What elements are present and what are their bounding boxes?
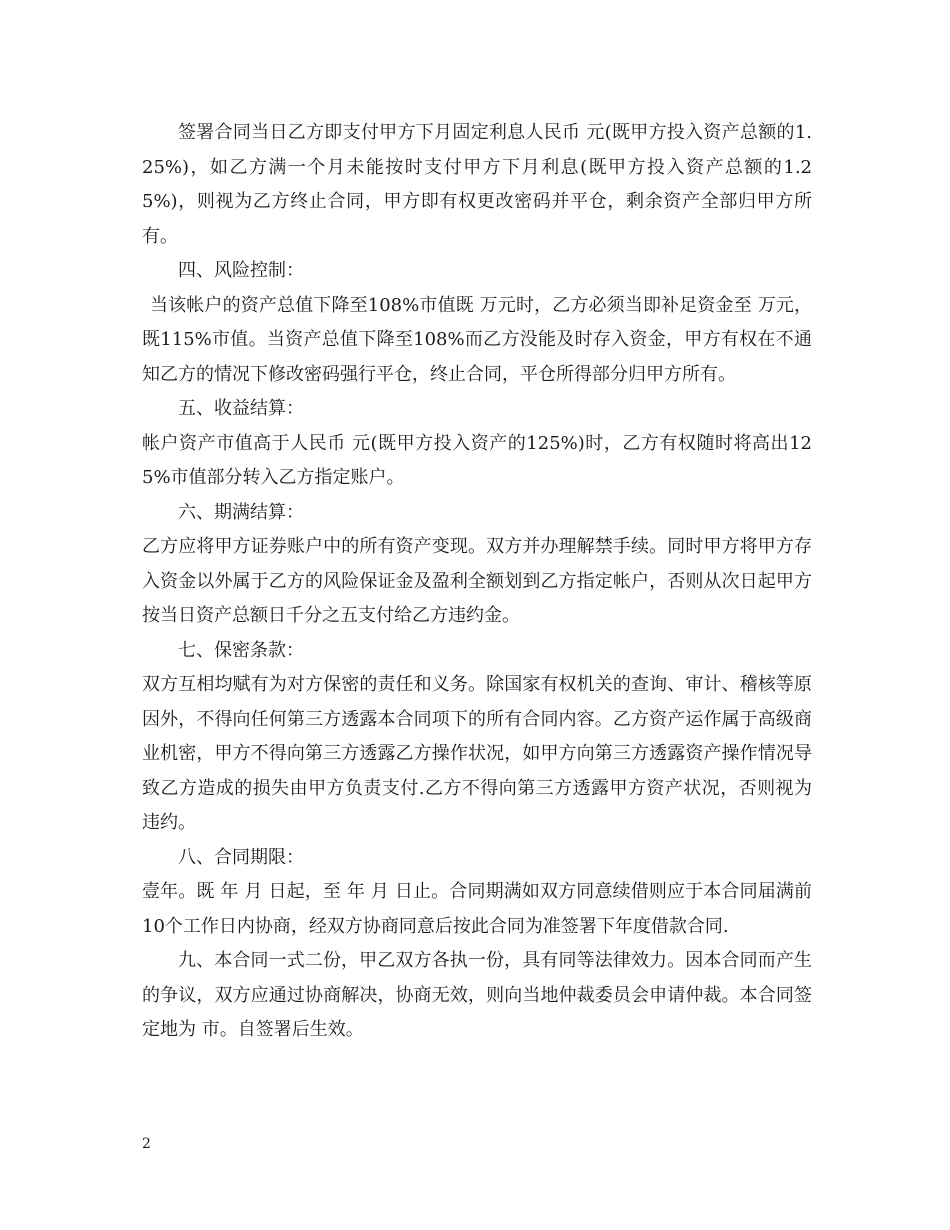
section-heading-risk-control: 四、风险控制： xyxy=(178,260,304,281)
paragraph-maturity-settlement: 乙方应将甲方证券账户中的所有资产变现。双方并办理解禁手续。同时甲方将甲方存入资金以外属于乙方的风险保证金及盈利全额划到乙方指定帐户，否则从次日起甲方按当日资产总额日千分之五支付给乙方违约金。 xyxy=(142,536,812,626)
paragraph-risk-control: 当该帐户的资产总值下降至108%市值既 万元时，乙方必须当即补足资金至 万元，既115%市值。当资产总值下降至108%而乙方没能及时存入资金，甲方有权在不通知乙方的情况下修改密码强行平仓，终止合同，平仓所得部分归甲方所有。 xyxy=(142,294,812,385)
page-number: 2 xyxy=(142,1136,151,1152)
paragraph-profit-settlement: 帐户资产市值高于人民币 元(既甲方投入资产的125%)时，乙方有权随时将高出125%市值部分转入乙方指定账户。 xyxy=(142,432,812,488)
section-heading-confidentiality: 七、保密条款： xyxy=(178,639,304,661)
paragraph-confidentiality: 双方互相均赋有为对方保密的责任和义务。除国家有权机关的查询、审计、稽核等原因外，不得向任何第三方透露本合同项下的所有合同内容。乙方资产运作属于高级商业机密，甲方不得向第三方透露乙方操作状况，如甲方向第三方透露资产操作情况导致乙方造成的损失由甲方负责支付.乙方不得向第三方透露甲方资产状况，否则视为违约。 xyxy=(142,674,812,833)
paragraph-contract-term: 壹年。既 年 月 日起，至 年 月 日止。合同期满如双方同意续借则应于本合同届满前10个工作日内协商，经双方协商同意后按此合同为准签署下年度借款合同. xyxy=(142,881,812,937)
paragraph-copies-and-arbitration: 九、本合同一式二份，甲乙双方各执一份，具有同等法律效力。因本合同而产生的争议，双方应通过协商解决，协商无效，则向当地仲裁委员会申请仲裁。本合同签定地为 市。自签署后生效。 xyxy=(142,950,812,1040)
section-heading-contract-term: 八、合同期限： xyxy=(178,846,304,868)
section-heading-profit-settlement: 五、收益结算： xyxy=(178,398,304,419)
section-heading-maturity-settlement: 六、期满结算： xyxy=(178,501,304,523)
paragraph-interest-payment: 签署合同当日乙方即支付甲方下月固定利息人民币 元(既甲方投入资产总额的1.25%)，如乙方满一个月未能按时支付甲方下月利息(既甲方投入资产总额的1.25%)，则视为乙方终止合同，甲方即有权更改密码并平仓，剩余资产全部归甲方所有。 xyxy=(142,122,812,247)
document-body xyxy=(142,116,812,1048)
